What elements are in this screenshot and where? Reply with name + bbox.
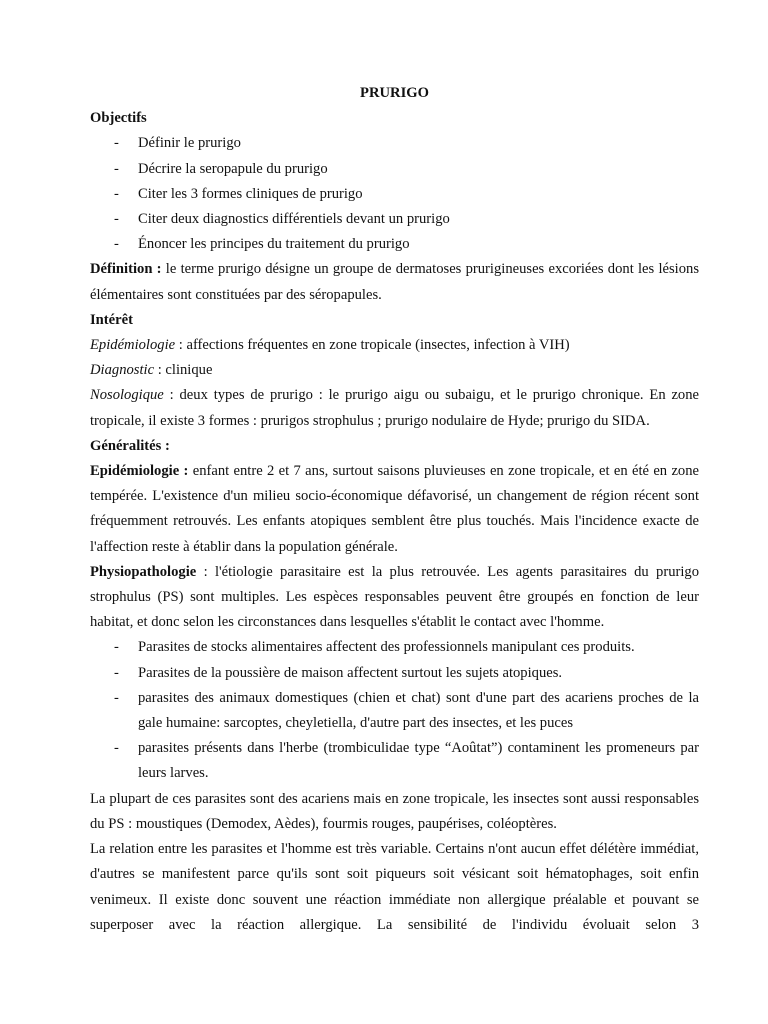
document-title: PRURIGO [360, 85, 429, 101]
objectif-item [90, 232, 699, 257]
objectif-item [90, 157, 699, 182]
objectifs-heading: Objectifs [90, 110, 147, 127]
definition-label: Définition : [90, 261, 162, 278]
dash-bullet: - [114, 740, 119, 757]
parasite-item [90, 635, 699, 660]
parasites-list [90, 635, 699, 786]
objectif-item [90, 131, 699, 156]
objectif-text: Décrire la seropapule du prurigo [138, 160, 328, 177]
parasite-text: Parasites de stocks alimentaires affectent des professionnels manipulant ces produits. [138, 639, 635, 656]
interet-nosologique-label: Nosologique [90, 387, 164, 404]
generalites-heading: Généralités : [90, 437, 170, 454]
parasite-text: Parasites de la poussière de maison affectent surtout les sujets atopiques. [138, 664, 563, 681]
physiopathologie-text: : l'étiologie parasitaire est la plus retrouvée. Les agents parasitaires du prurigo strophulus (PS) sont multiples. Les espèces responsables peuvent être groupés en fonction de leur habitat, et donc selon les circonstances dans lesquelles s'établit le contact avec l'homme. [90, 563, 699, 631]
interet-diagnostic-text: : clinique [154, 362, 213, 379]
document-page [90, 81, 699, 938]
parasite-text: parasites présents dans l'herbe (trombiculidae type “Aoûtat”) contaminent les promeneurs par leurs larves. [138, 740, 699, 782]
dash-bullet: - [114, 236, 119, 253]
interet-epidemiologie-label: Epidémiologie [90, 337, 176, 354]
relation-paragraph: La relation entre les parasites et l'homme est très variable. Certains n'ont aucun effet délétère immédiat, d'autres se manifestent parce qu'ils sont soit piqueurs soit vésicant soit hématophages, soit enfin venimeux. Il existe donc souvent une réaction immédiate non allergique préalable et pouvant se superposer avec la réaction allergique. La sensibilité de l'individu évoluait selon 3 [90, 841, 699, 933]
interet-epidemiologie-text: : affections fréquentes en zone tropicale (insectes, infection à VIH) [175, 337, 570, 354]
definition-text: le terme prurigo désigne un groupe de dermatoses prurigineuses excoriées dont les lésions élémentaires sont constituées par des séropapules. [90, 261, 699, 303]
dash-bullet: - [114, 689, 119, 706]
dash-bullet: - [114, 639, 119, 656]
interet-epidemiologie [90, 333, 699, 358]
definition-paragraph [90, 257, 699, 307]
generalites-epidemiologie-label: Epidémiologie : [90, 463, 189, 480]
dash-bullet: - [114, 185, 119, 202]
interet-nosologique [90, 383, 699, 433]
parasite-text: parasites des animaux domestiques (chien et chat) sont d'une part des acariens proches de la gale humaine: sarcoptes, cheyletiella, d'autre part des insectes, et les puces [138, 689, 699, 732]
objectif-text: Énoncer les principes du traitement du prurigo [138, 236, 410, 253]
acariens-paragraph: La plupart de ces parasites sont des acariens mais en zone tropicale, les insectes sont aussi responsables du PS : moustiques (Demodex, Aèdes), fourmis rouges, paupérises, coléoptères. [90, 790, 699, 832]
interet-nosologique-text: : deux types de prurigo : le prurigo aigu ou subaigu, et le prurigo chronique. En zone tropicale, il existe 3 formes : prurigos strophulus ; prurigo nodulaire de Hyde; prurigo du SIDA. [90, 387, 699, 429]
objectif-text: Citer deux diagnostics différentiels devant un prurigo [138, 211, 450, 228]
objectif-item [90, 182, 699, 207]
dash-bullet: - [114, 160, 119, 177]
parasite-item [90, 661, 699, 686]
physiopathologie-paragraph [90, 560, 699, 636]
interet-diagnostic [90, 358, 699, 383]
parasite-item [90, 686, 699, 736]
dash-bullet: - [114, 664, 119, 681]
physiopathologie-label: Physiopathologie [90, 563, 197, 580]
objectif-text: Définir le prurigo [138, 135, 241, 152]
interet-heading: Intérêt [90, 311, 133, 328]
dash-bullet: - [114, 135, 119, 152]
objectifs-list [90, 131, 699, 257]
parasite-item [90, 736, 699, 786]
dash-bullet: - [114, 211, 119, 228]
generalites-epidemiologie [90, 459, 699, 560]
objectif-item [90, 207, 699, 232]
objectif-text: Citer les 3 formes cliniques de prurigo [138, 185, 363, 202]
interet-diagnostic-label: Diagnostic [90, 362, 155, 379]
generalites-epidemiologie-text: enfant entre 2 et 7 ans, surtout saisons pluvieuses en zone tropicale, et en été en zone tempérée. L'existence d'un milieu socio-économique défavorisé, un changement de région récent sont fréquemment retrouvés. Les enfants atopiques semblent être plus touchés. Mais l'incidence exacte de l'affection reste à établir dans la population générale. [90, 463, 699, 555]
